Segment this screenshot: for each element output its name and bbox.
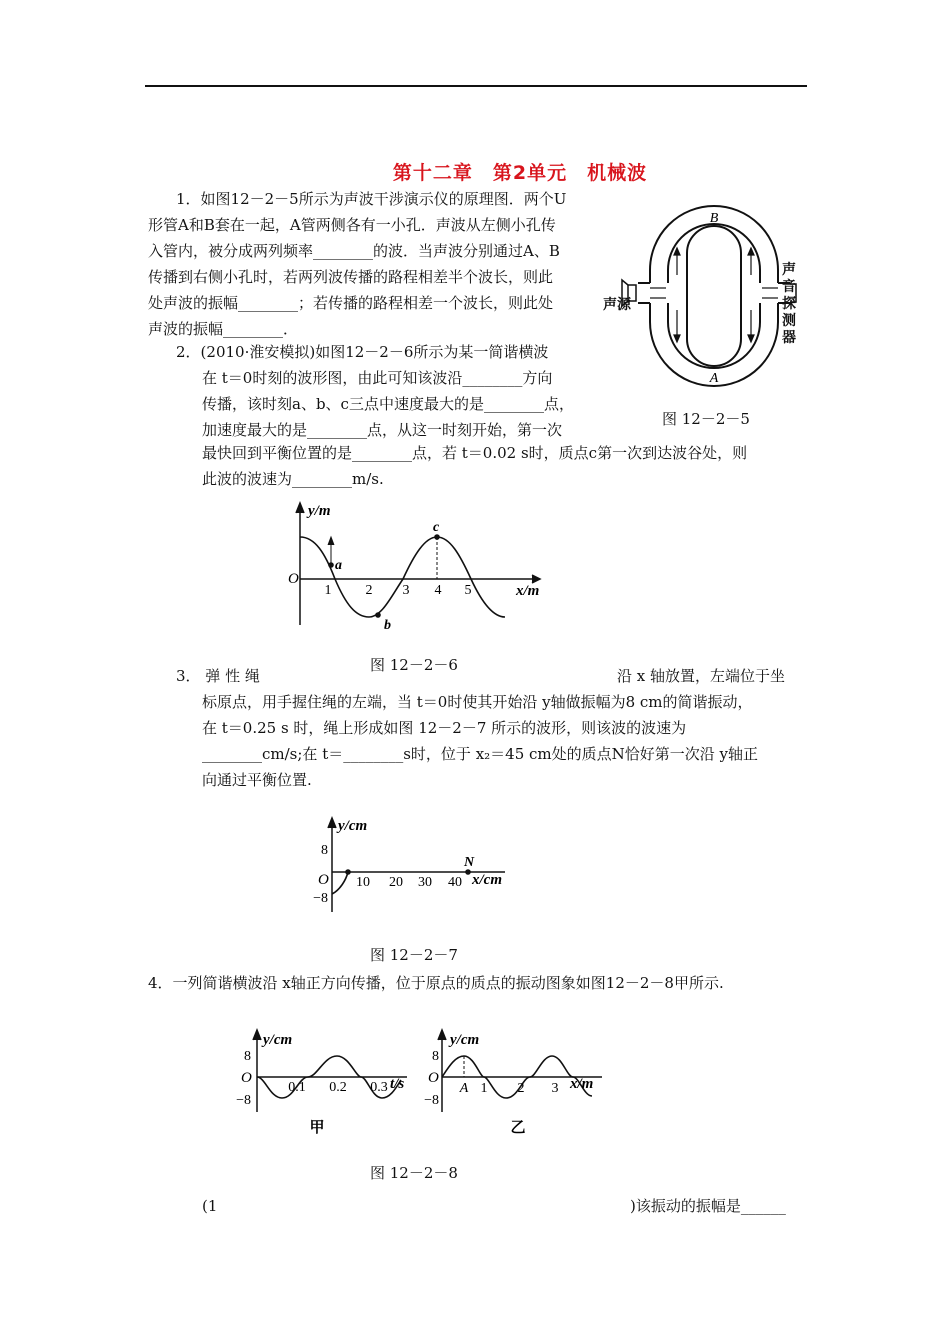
wave-curve: [332, 872, 348, 894]
q2-line: 2．(2010·淮安模拟)如图12－2－6所示为某一简谐横波: [176, 343, 549, 361]
q3-line: 3． 弹 性 绳: [176, 667, 260, 685]
sound-source-label: 声源: [603, 297, 631, 313]
detector-char: 声: [782, 262, 796, 278]
q3-line: 沿 x 轴放置，左端位于坐: [617, 667, 785, 685]
graph-name-yi: 乙: [510, 1120, 526, 1136]
y-tick-label: 8: [244, 1049, 251, 1064]
tube-a-label: A: [709, 371, 719, 386]
wave-graph-12-2-6: [280, 495, 550, 635]
q2-line: 在 t＝0时刻的波形图，由此可知该波沿________方向: [202, 369, 553, 387]
point-a-label: A: [459, 1081, 469, 1096]
q3-line: ________cm/s;在 t＝________s时，位于 x₂＝45 cm处的质点N恰好第一次沿 y轴正: [202, 745, 759, 763]
x-tick-label: 4: [434, 583, 442, 598]
q2-line: 加速度最大的是________点，从这一时刻开始，第一次: [202, 421, 563, 439]
point-a-label: a: [335, 558, 342, 573]
q1-line: 入管内，被分成两列频率________的波．当声波分别通过A、B: [148, 242, 560, 260]
page-title: 第十二章 第2单元 机械波: [392, 162, 648, 184]
q1-line: 处声波的振幅________；若传播的路程相差一个波长，则此处: [148, 294, 554, 312]
origin-label: O: [288, 571, 299, 587]
q3-line: 在 t＝0.25 s 时，绳上形成如图 12－2－7 所示的波形，则该波的波速为: [202, 719, 687, 737]
tube-b-label: B: [709, 211, 719, 226]
y-tick-label: 8: [321, 843, 328, 858]
y-axis-label: y/m: [308, 503, 331, 519]
q1-line: 传播到右侧小孔时，若两列波传播的路程相差半个波长，则此: [148, 268, 554, 286]
point-b-label: b: [384, 618, 391, 633]
wave-graph-yi: [422, 1028, 612, 1148]
x-tick-label: 0.3: [370, 1080, 388, 1095]
detector-char: 器: [782, 330, 796, 346]
x-tick-label: 3: [551, 1081, 559, 1096]
origin-label: O: [241, 1070, 252, 1086]
q2-line: 此波的波速为________m/s.: [202, 470, 384, 488]
y-axis-label: y/cm: [263, 1032, 293, 1048]
origin-label: O: [318, 872, 329, 888]
q4-part1-right: )该振动的振幅是______: [630, 1197, 786, 1215]
detector-char: 音: [782, 279, 796, 295]
q1-line: 形管A和B套在一起，A管两侧各有一小孔．声波从左侧小孔传: [148, 216, 556, 234]
x-tick-label: 3: [402, 583, 410, 598]
x-tick-label: 0.2: [329, 1080, 347, 1095]
x-tick-label: 2: [365, 583, 373, 598]
q4-part1-left: (1: [202, 1197, 218, 1215]
x-tick-label: 0.1: [288, 1080, 306, 1095]
x-axis-label: x/m: [516, 583, 540, 599]
q1-line: 1．如图12－2－5所示为声波干涉演示仪的原理图．两个U: [176, 190, 567, 208]
detector-char: 测: [782, 313, 796, 329]
detector-char: 探: [782, 296, 796, 312]
origin-label: O: [428, 1070, 439, 1086]
q2-line: 传播，该时刻a、b、c三点中速度最大的是________点，: [202, 395, 574, 413]
q1-line: 声波的振幅________．: [148, 320, 299, 338]
q3-line: 向通过平衡位置.: [202, 771, 312, 789]
q3-line: 标原点，用手握住绳的左端，当 t＝0时使其开始沿 y轴做振幅为8 cm的简谐振动，: [202, 693, 753, 711]
figure-caption: 图 12－2－8: [370, 1164, 458, 1182]
x-axis-label: x/cm: [472, 872, 502, 888]
x-tick-label: 30: [418, 875, 432, 890]
figure-caption: 图 12－2－7: [370, 946, 458, 964]
point-c-label: c: [433, 520, 440, 535]
point-n-label: N: [464, 855, 475, 870]
y-tick-label: −8: [236, 1093, 251, 1108]
header-rule: [145, 85, 807, 87]
sound-detector-label: [782, 262, 798, 347]
x-tick-label: 1: [324, 583, 332, 598]
wave-graph-12-2-7: [300, 812, 520, 922]
y-axis-label: y/cm: [450, 1032, 480, 1048]
y-tick-label: −8: [313, 891, 328, 906]
y-tick-label: 8: [432, 1049, 439, 1064]
y-axis-label: y/cm: [338, 818, 368, 834]
y-tick-label: −8: [424, 1093, 439, 1108]
vibration-graph-jia: [225, 1028, 425, 1148]
q2-line: 最快回到平衡位置的是________点，若 t＝0.02 s时，质点c第一次到达波谷处，则: [202, 444, 748, 462]
x-tick-label: 5: [464, 583, 472, 598]
x-tick-label: 2: [517, 1081, 525, 1096]
x-axis-label: t/s: [390, 1076, 405, 1092]
x-axis-label: x/m: [570, 1076, 594, 1092]
figure-caption: 图 12－2－6: [370, 656, 458, 674]
question-4: 4．一列简谐横波沿 x轴正方向传播，位于原点的质点的振动图象如图12－2－8甲所示.: [148, 974, 724, 992]
x-tick-label: 40: [448, 875, 462, 890]
x-tick-label: 10: [356, 875, 370, 890]
x-tick-label: 20: [389, 875, 403, 890]
x-tick-label: 1: [480, 1081, 488, 1096]
figure-caption: 图 12－2－5: [662, 410, 750, 428]
graph-name-jia: 甲: [309, 1120, 325, 1136]
